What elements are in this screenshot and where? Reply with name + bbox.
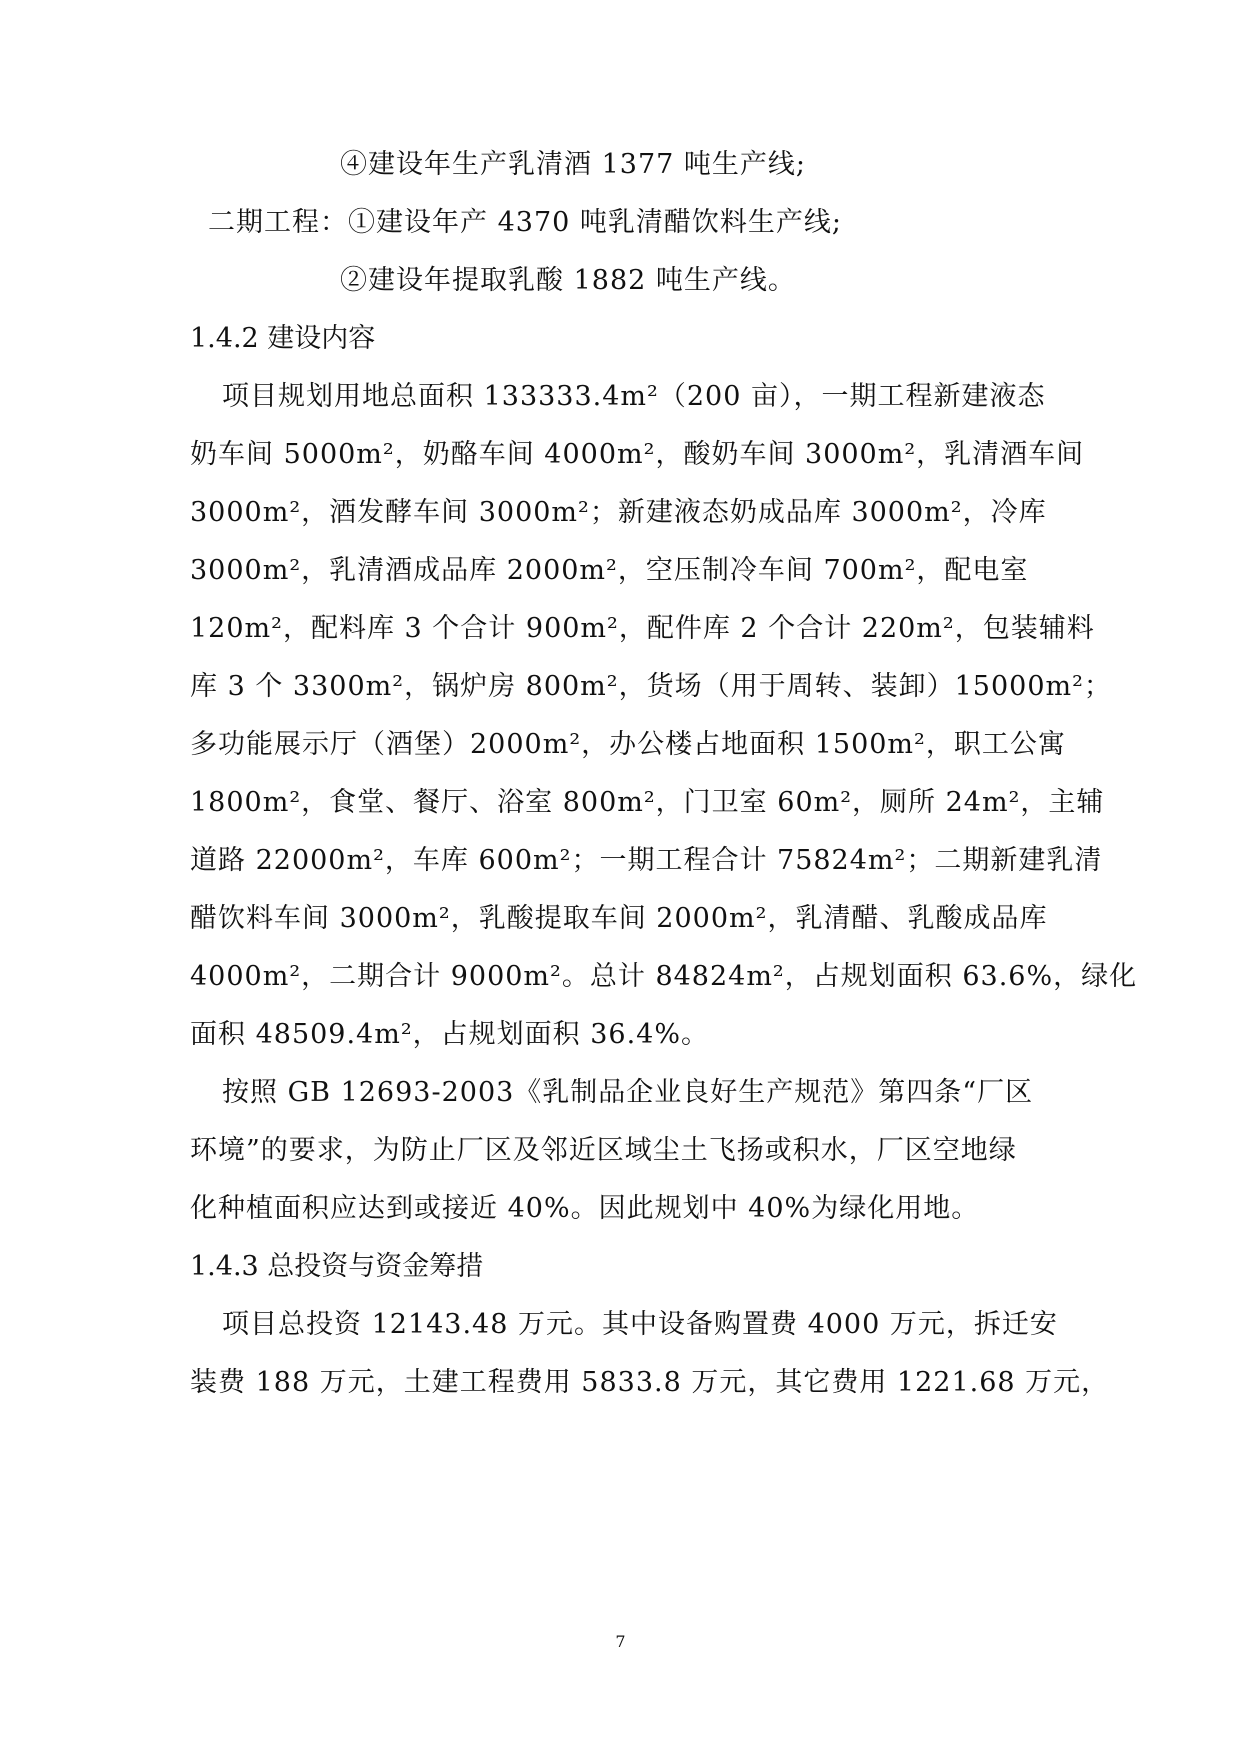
paragraph-line: 3000m²，乳清酒成品库 2000m²，空压制冷车间 700m²，配电室: [190, 555, 1029, 586]
paragraph-line: 4000m²，二期合计 9000m²。总计 84824m²，占规划面积 63.6%，绿化: [190, 961, 1138, 992]
item-line-4: ④建设年生产乳清酒 1377 吨生产线;: [340, 149, 806, 180]
paragraph-line: 库 3 个 3300m²，锅炉房 800m²，货场（用于周转、装卸）15000m²；: [190, 671, 1112, 702]
section-title-1-4-3: 1.4.3 总投资与资金筹措: [190, 1251, 484, 1282]
item-line-2: ②建设年提取乳酸 1882 吨生产线。: [340, 265, 796, 296]
paragraph-line: 环境”的要求，为防止厂区及邻近区域尘土飞扬或积水，厂区空地绿: [190, 1135, 1017, 1166]
paragraph-line: 120m²，配料库 3 个合计 900m²，配件库 2 个合计 220m²，包装辅料: [190, 613, 1095, 644]
paragraph-line: 多功能展示厅（酒堡）2000m²，办公楼占地面积 1500m²，职工公寓: [190, 729, 1066, 760]
page-number: 7: [615, 1632, 626, 1651]
paragraph-line: 1800m²，食堂、餐厅、浴室 800m²，门卫室 60m²，厕所 24m²，主辅: [190, 787, 1105, 818]
paragraph-line: 醋饮料车间 3000m²，乳酸提取车间 2000m²，乳清醋、乳酸成品库: [190, 903, 1048, 934]
paragraph-line: 3000m²，酒发酵车间 3000m²；新建液态奶成品库 3000m²，冷库: [190, 497, 1047, 528]
paragraph-line: 化种植面积应达到或接近 40%。因此规划中 40%为绿化用地。: [190, 1193, 980, 1224]
paragraph-line: 按照 GB 12693-2003《乳制品企业良好生产规范》第四条“厂区: [222, 1077, 1034, 1108]
paragraph-line: 项目总投资 12143.48 万元。其中设备购置费 4000 万元，拆迁安: [222, 1309, 1058, 1340]
paragraph-line: 道路 22000m²，车库 600m²；一期工程合计 75824m²；二期新建乳清: [190, 845, 1103, 876]
phase-two-line: 二期工程：①建设年产 4370 吨乳清醋饮料生产线;: [208, 207, 842, 238]
paragraph-line: 装费 188 万元，土建工程费用 5833.8 万元，其它费用 1221.68 万元，: [190, 1367, 1110, 1398]
paragraph-line: 项目规划用地总面积 133333.4m²（200 亩），一期工程新建液态: [222, 381, 1046, 412]
paragraph-line: 面积 48509.4m²，占规划面积 36.4%。: [190, 1019, 710, 1050]
paragraph-line: 奶车间 5000m²，奶酪车间 4000m²，酸奶车间 3000m²，乳清酒车间: [190, 439, 1085, 470]
section-title-1-4-2: 1.4.2 建设内容: [190, 323, 376, 354]
